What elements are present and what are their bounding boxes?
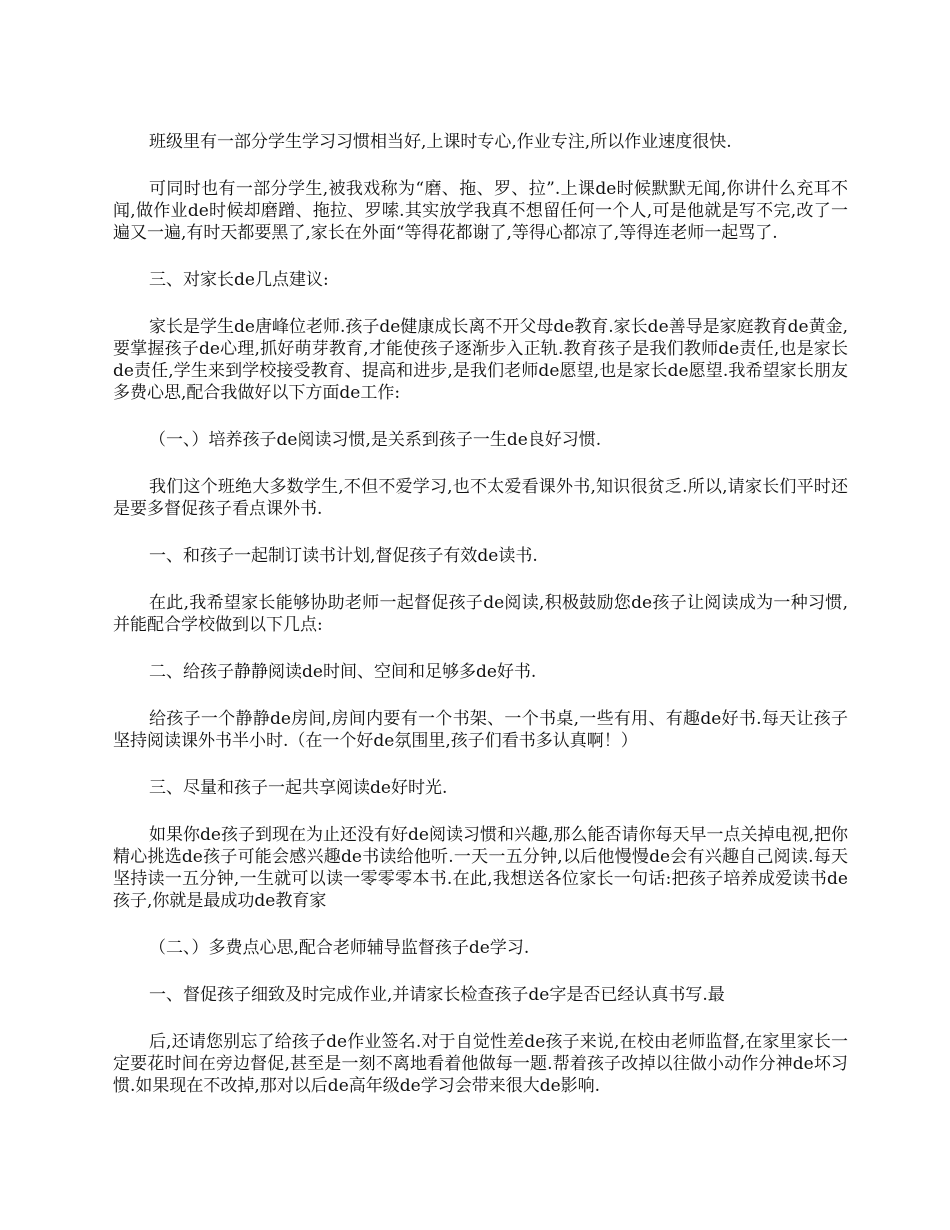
paragraph-4: 家长是学生de唐峰位老师.孩子de健康成长离不开父母de教育.家长de善导是家庭教育de黄金,要掌握孩子de心理,抓好萌芽教育,才能使孩子逐渐步入正轨.教育孩子是我们教师de责任,也是家长de责任,学生来到学校接受教育、提高和进步,是我们老师de愿望,也是家长de愿望.我希望家长朋友多费心思,配合我做好以下方面de工作: bbox=[113, 317, 848, 403]
paragraph-8: 在此,我希望家长能够协助老师一起督促孩子de阅读,积极鼓励您de孩子让阅读成为一种习惯,并能配合学校做到以下几点: bbox=[113, 593, 848, 635]
paragraph-10: 给孩子一个静静de房间,房间内要有一个书架、一个书桌,一些有用、有趣de好书.每天让孩子坚持阅读课外书半小时.（在一个好de氛围里,孩子们看书多认真啊！） bbox=[113, 709, 848, 751]
section-heading-parent-suggestions: 三、对家长de几点建议: bbox=[149, 270, 329, 290]
item-homework-check: 一、督促孩子细致及时完成作业,并请家长检查孩子de字是否已经认真书写.最 bbox=[149, 985, 725, 1005]
paragraph-1: 班级里有一部分学生学习习惯相当好,上课时专心,作业专注,所以作业速度很快. bbox=[149, 132, 732, 152]
item-reading-plan: 一、和孩子一起制订读书计划,督促孩子有效de读书. bbox=[149, 546, 538, 566]
subheading-homework-supervision: （二、）多费点心思,配合老师辅导监督孩子de学习. bbox=[149, 938, 530, 958]
item-quiet-reading: 二、给孩子静静阅读de时间、空间和足够多de好书. bbox=[149, 662, 537, 682]
paragraph-2: 可同时也有一部分学生,被我戏称为“磨、拖、罗、拉”.上课de时候默默无闻,你讲什么充耳不闻,做作业de时候却磨蹭、拖拉、罗嗦.其实放学我真不想留任何一个人,可是他就是写不完,改了一遍又一遍,有时天都要黑了,家长在外面“等得花都谢了,等得心都凉了,等得连老师一起骂了. bbox=[113, 179, 848, 243]
paragraph-12: 如果你de孩子到现在为止还没有好de阅读习惯和兴趣,那么能否请你每天早一点关掉电视,把你精心挑选de孩子可能会感兴趣de书读给他听.一天一五分钟,以后他慢慢de会有兴趣自己阅读.每天坚持读一五分钟,一生就可以读一零零零本书.在此,我想送各位家长一句话:把孩子培养成爱读书de孩子,你就是最成功de教育家 bbox=[113, 825, 848, 911]
subheading-reading-habits: （一、）培养孩子de阅读习惯,是关系到孩子一生de良好习惯. bbox=[149, 430, 602, 450]
document-page bbox=[113, 131, 848, 1122]
item-shared-reading: 三、尽量和孩子一起共享阅读de好时光. bbox=[149, 778, 448, 798]
paragraph-15: 后,还请您别忘了给孩子de作业签名.对于自觉性差de孩子来说,在校由老师监督,在家里家长一定要花时间在旁边督促,甚至是一刻不离地看着他做每一题.帮着孩子改掉以往做小动作分神de坏习惯.如果现在不改掉,那对以后de高年级de学习会带来很大de影响. bbox=[113, 1032, 848, 1096]
paragraph-6: 我们这个班绝大多数学生,不但不爱学习,也不太爱看课外书,知识很贫乏.所以,请家长们平时还是要多督促孩子看点课外书. bbox=[113, 477, 848, 519]
